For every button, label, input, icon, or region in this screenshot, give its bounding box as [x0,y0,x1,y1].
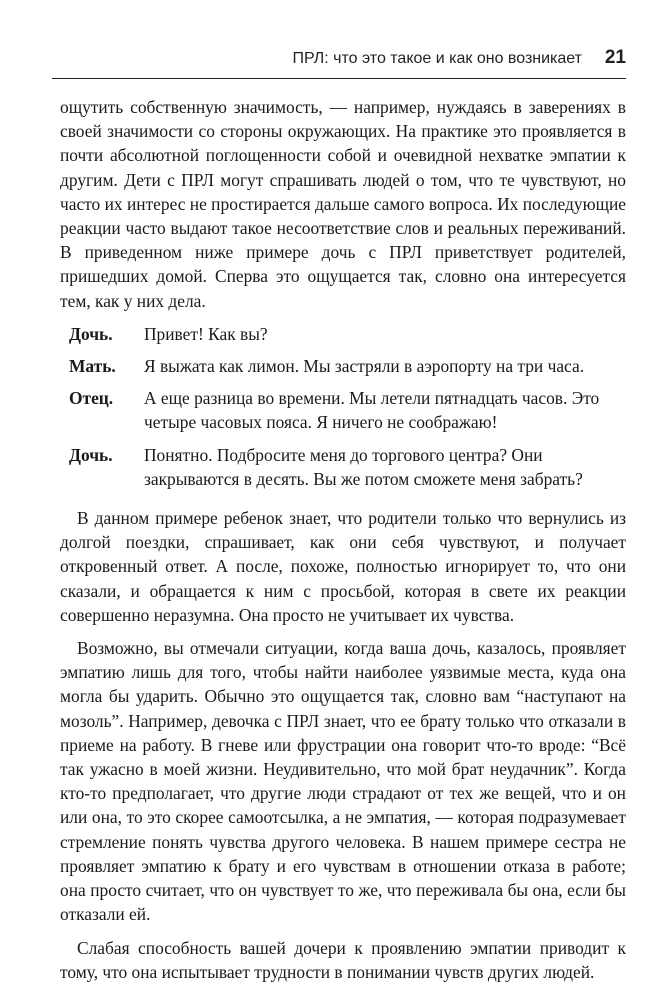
speech-text: Привет! Как вы? [144,323,268,344]
dialogue [60,322,626,491]
speaker-label: Дочь. [69,323,113,344]
page-number: 21 [604,47,626,68]
running-header [52,44,626,79]
paragraph: Возможно, вы отмечали ситуации, когда ваша дочь, казалось, проявляет эмпатию лишь для того, чтобы найти наиболее уязвимые места, куда она могла бы ударить. Обычно это ощущается так, словно вам “наступают на мозоль”. Например, девочка с ПРЛ знает, что ее брату только что отказали в приеме на работу. В гневе или фрустрации она говорит что-то вроде: “Всё так ужасно в моей жизни. Неудивительно, что мой брат неудачник”. Когда кто-то предполагает, что другие люди страдают от тех же вещей, что и он или она, то это скорее самоотсылка, а не эмпатия, — которая подразумевает стремление понять чувства другого человека. В нашем примере сестра не проявляет эмпатию к брату и его чувствам в отношении отказа в работе; она просто считает, что он чувствует то же, что переживала бы она, если бы отказали ей. [60,638,626,925]
speech-text: Я выжата как лимон. Мы застряли в аэропорту на три часа. [144,356,585,377]
body-text [60,95,626,993]
speaker-label: Дочь. [69,444,113,465]
paragraph: ощутить собственную значимость, — например, нуждаясь в заверениях в своей значимости со стороны окружающих. На практике это проявляется в почти абсолютной поглощенности собой и очевидной нехватке эмпатии к другим. Дети с ПРЛ могут спрашивать людей о том, что те чувствуют, но часто их интерес не простирается дальше самого вопроса. Их последующие реакции часто выдают такое несоответствие слов и реальных переживаний. В приведенном ниже примере дочь с ПРЛ приветствует родителей, пришедших домой. Сперва это ощущается так, словно она интересуется тем, как у них дела. [60,97,626,311]
dialogue-line [60,354,626,378]
speech-text: А еще разница во времени. Мы летели пятнадцать часов. Это четыре часовых пояса. Я ничего не соображаю! [144,388,600,433]
speaker-label: Мать. [69,356,116,377]
dialogue-line [60,322,626,346]
paragraph: В данном примере ребенок знает, что родители только что вернулись из долгой поездки, спрашивает, как они себя чувствуют, и получает откровенный ответ. А после, похоже, полностью игнорирует то, что они сказали, и обращается к ним с просьбой, которая в свете их реакции совершенно неразумна. Она просто не учитывает их чувства. [60,508,626,625]
speaker-label: Отец. [69,388,114,409]
paragraph: Слабая способность вашей дочери к проявлению эмпатии приводит к тому, что она испытывает трудности в понимании чувств других людей. [60,937,626,982]
dialogue-line [60,443,626,491]
speech-text: Понятно. Подбросите меня до торгового центра? Они закрываются в десять. Вы же потом сможете меня забрать? [144,444,583,489]
dialogue-line [60,386,626,434]
running-title: ПРЛ: что это такое и как оно возникает [292,50,582,67]
